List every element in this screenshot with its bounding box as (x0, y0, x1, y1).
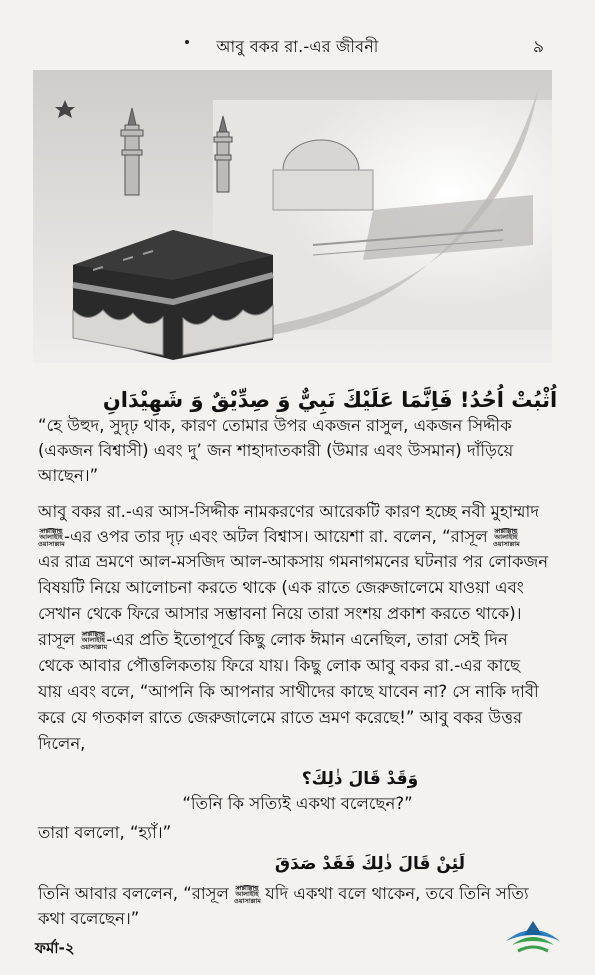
text-line: সেখান থেকে ফিরে আসার সম্ভাবনা নিয়ে তারা সংশয় প্রকাশ করতে থাকে)। (38, 604, 522, 623)
forma-label: ফর্মা-২ (35, 939, 75, 957)
pbuh-honorific-mark: সাল্লাল্লাহু আলাইহি ওয়াসাল্লাম (38, 526, 65, 548)
pbuh-honorific-mark: সাল্লাল্লাহু আলাইহি ওয়াসাল্লাম (80, 629, 108, 651)
pbuh-honorific-mark: সাল্লাল্লাহু আলাইহি ওয়াসাল্লাম (234, 883, 261, 905)
text-line: তারা বললো, “হ্যাঁ।” (38, 823, 172, 842)
text-line: দিলেন, (38, 734, 86, 753)
page-number: ৯ (533, 37, 545, 57)
text-line: তিনি আবার বললেন, “রাসূল সাল্লাল্লাহু আলাইহি ওয়াসাল্লাম যদি একথা বলে থাকেন, তবে তিনি সত্যি (38, 883, 529, 905)
text-line: সাল্লাল্লাহু আলাইহি ওয়াসাল্লাম-এর ওপর তার দৃঢ় এবং অটল বিশ্বাস। আয়েশা রা. বলেন, “রাসূল সাল্লাল্লাহু আলাইহি ওয়াসাল্লাম (38, 526, 520, 548)
text-line: কথা বলেছেন।” (38, 909, 140, 928)
arabic-quote-question: وَقَدْ قَالَ ذٰلِكَ؟ (301, 769, 419, 789)
text-line: থেকে আবার পৌত্তলিকতায় ফিরে যায়। কিছু লোক আবু বকর রা.-এর কাছে (38, 656, 521, 675)
text-line: বিষয়টি নিয়ে আলোচনা করতে থাকে (এক রাতে জেরুজালেমে যাওয়া এবং (38, 578, 524, 597)
pbuh-honorific-mark: সাল্লাল্লাহু আলাইহি ওয়াসাল্লাম (492, 526, 520, 548)
kaaba-illustration (33, 70, 552, 363)
page-header (0, 30, 595, 60)
arabic-quote-uhud: اُثْبُتْ اُحُدُ! فَاِنَّمَا عَلَيْكَ نَبِيٌّ وَ صِدِّيْقٌ وَ شَهِيْدَانِ (102, 388, 558, 412)
text-line: এর রাত্র ভ্রমণে আল-মসজিদ আল-আকসায় গমনাগমনের ঘটনার পর লোকজন (38, 552, 549, 571)
text-line-centered: “তিনি কি সত্যিই একথা বলেছেন?” (182, 794, 413, 813)
arabic-quote-answer: لَئِنْ قَالَ ذٰلِكَ فَقَدْ صَدَقَ (274, 854, 466, 874)
text-line: করে যে গতকাল রাতে জেরুজালেমে রাতে ভ্রমণ করেছে!” আবু বকর উত্তর (38, 708, 523, 727)
text-line: আছেন।” (38, 466, 99, 485)
text-line: (একজন বিশ্বাসী) এবং দু’ জন শাহাদাতকারী (উমার এবং উসমান) দাঁড়িয়ে (38, 441, 514, 460)
text-line: আবু বকর রা.-এর আস-সিদ্দীক নামকরণের আরেকটি কারণ হচ্ছে নবী মুহাম্মাদ (38, 502, 539, 521)
publisher-logo-icon (502, 915, 564, 959)
text-line: রাসূল সাল্লাল্লাহু আলাইহি ওয়াসাল্লাম-এর প্রতি ইতোপূর্বে কিছু লোক ঈমান এনেছিল, তারা সেই দিন (38, 629, 508, 651)
text-line: “হে উহুদ, সুদৃঢ় থাক, কারণ তোমার উপর একজন রাসুল, একজন সিদ্দীক (38, 416, 512, 435)
running-title: আবু বকর রা.-এর জীবনী (216, 37, 379, 56)
text-line: যায় এবং বলে, “আপনি কি আপনার সাথীদের কাছে যাবেন না? সে নাকি দাবী (38, 682, 539, 701)
